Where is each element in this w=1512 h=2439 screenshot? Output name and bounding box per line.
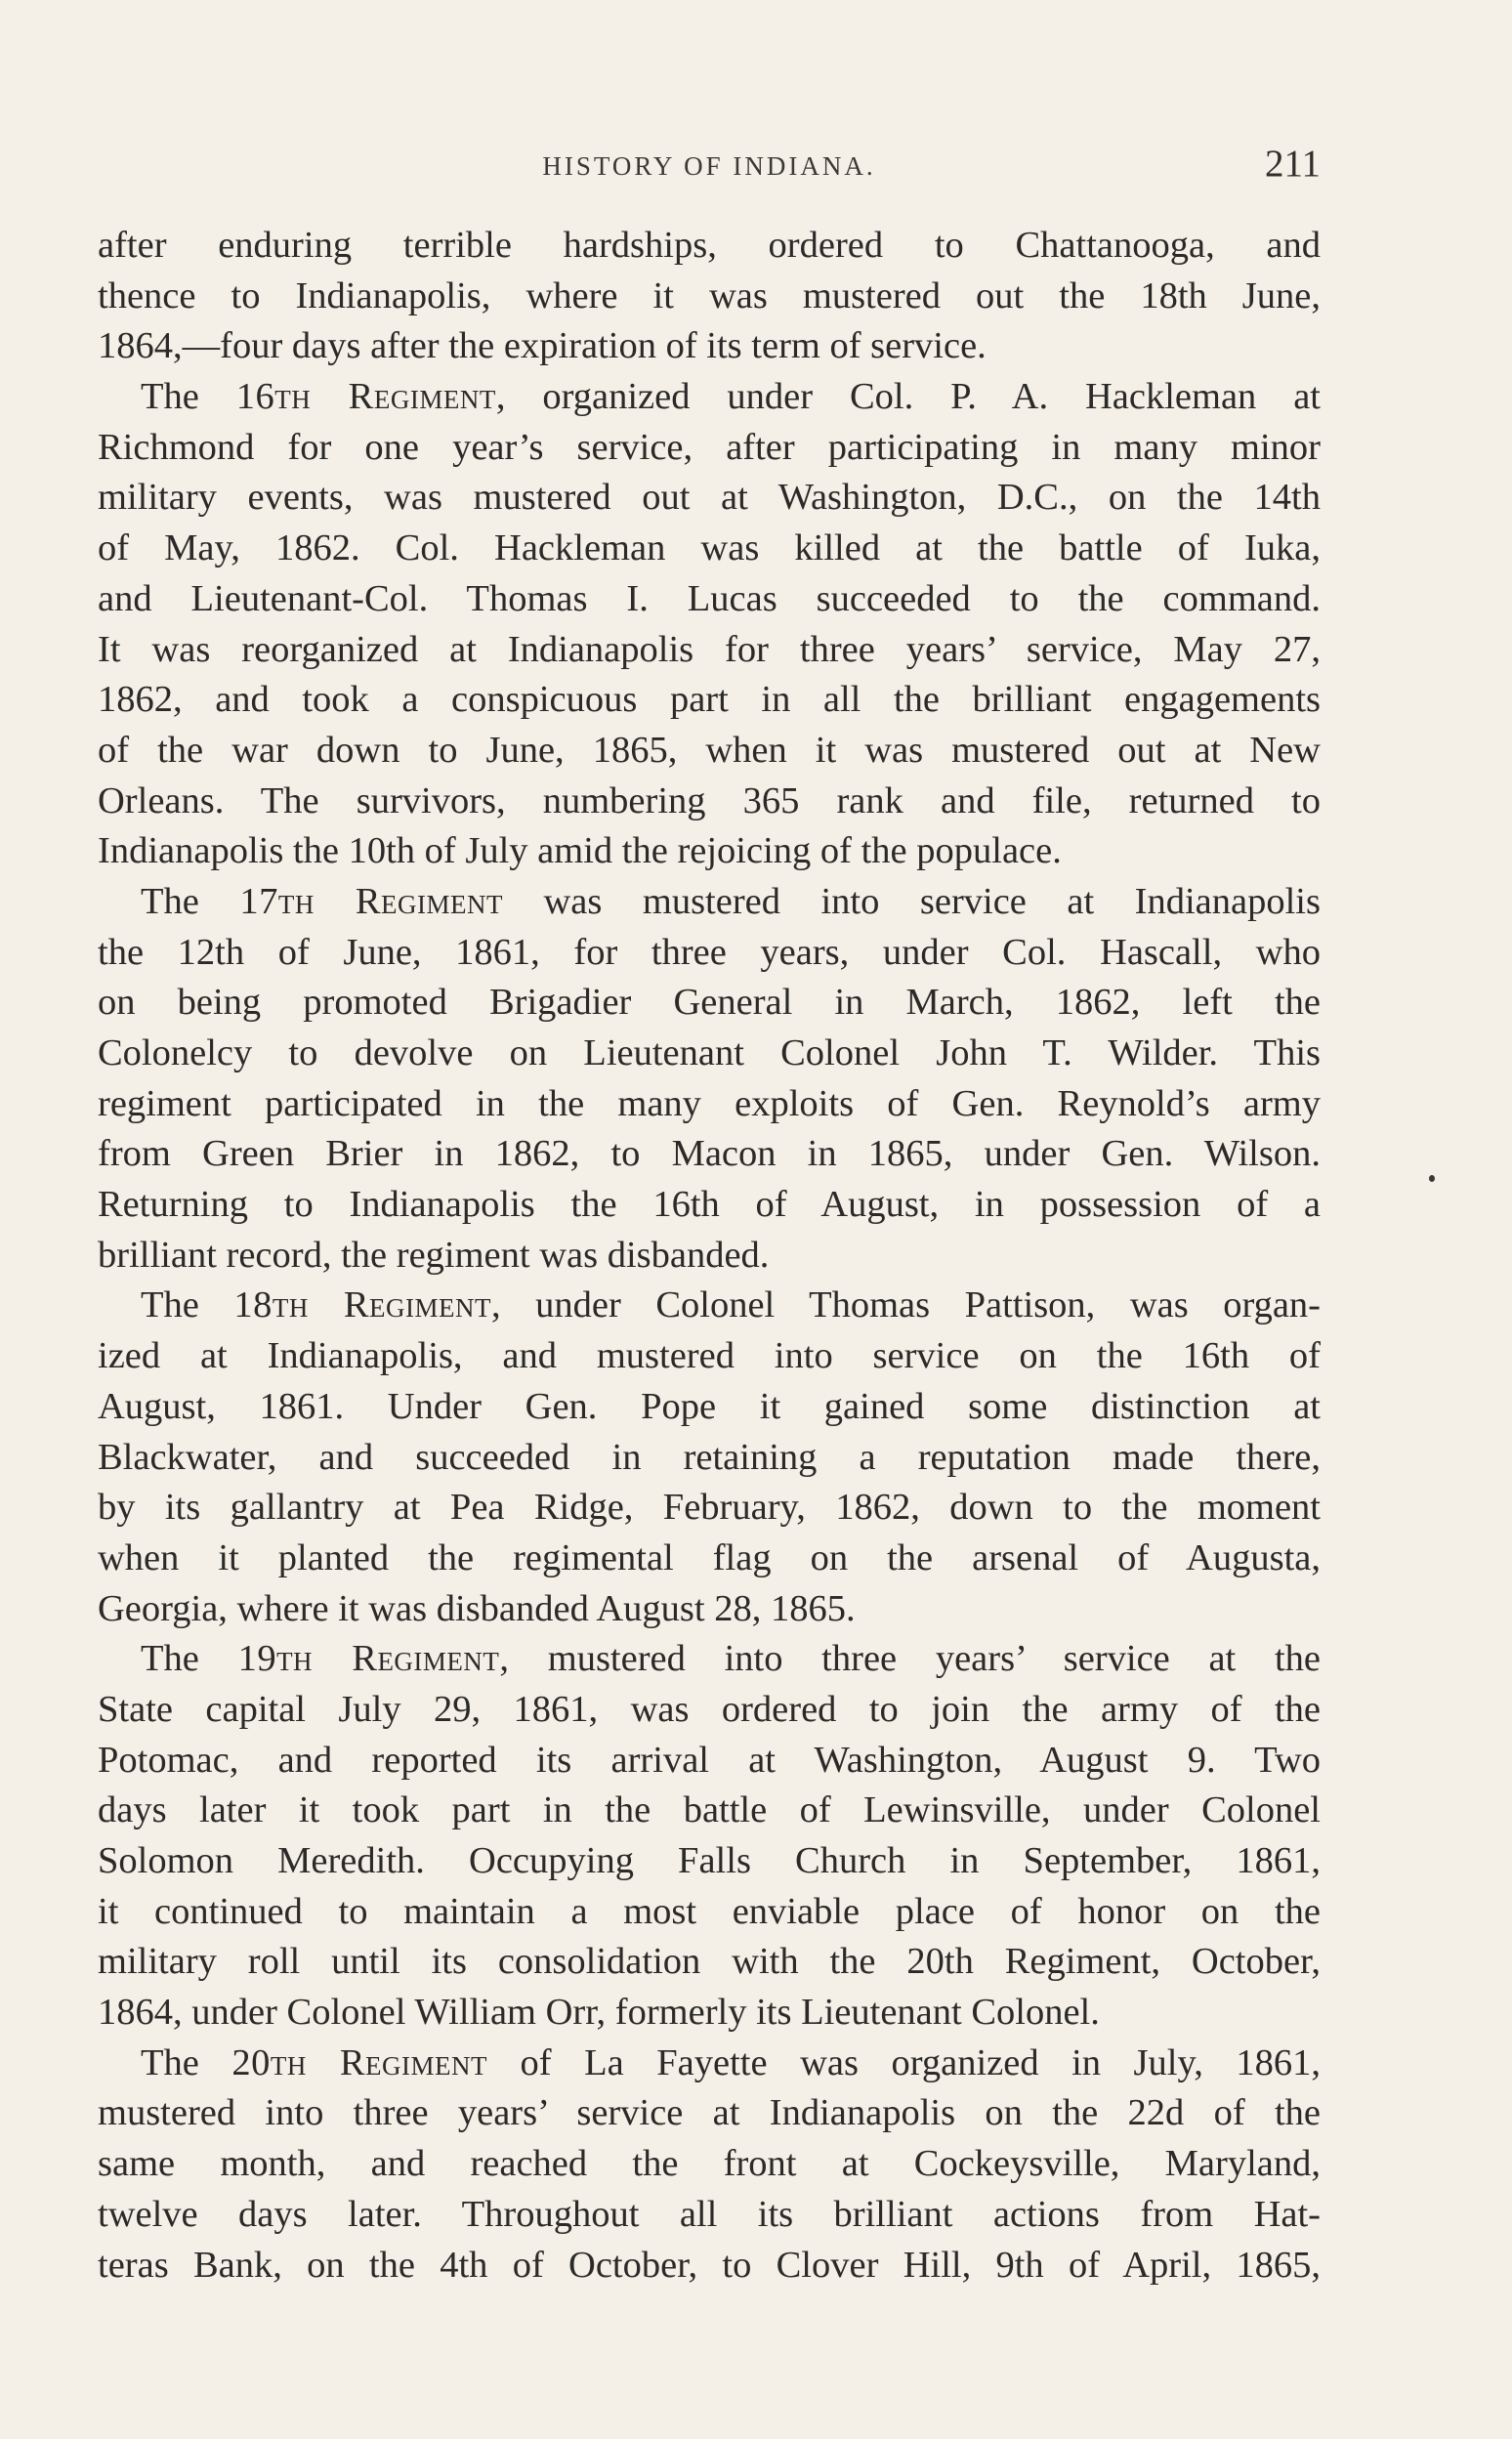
text-line: regiment participated in the many exploits of Gen. Reynold’s army xyxy=(98,1082,1321,1124)
text-line: Potomac, and reported its arrival at Washington, August 9. Two xyxy=(98,1739,1321,1781)
regiment-heading: 17th Regiment xyxy=(239,880,503,922)
text-run: The xyxy=(141,1638,238,1680)
text-line: of the war down to June, 1865, when it was mustered out at New xyxy=(98,729,1321,771)
text-line: Solomon Meredith. Occupying Falls Church in September, 1861, xyxy=(98,1840,1321,1881)
text-run: The xyxy=(141,2041,232,2083)
text-line: on being promoted Brigadier General in March, 1862, left the xyxy=(98,982,1321,1024)
text-run: , mustered into three years’ service at the xyxy=(499,1638,1321,1680)
text-line: Orleans. The survivors, numbering 365 rank and file, returned to xyxy=(98,779,1321,821)
text-run: The xyxy=(141,376,236,418)
text-line: from Green Brier in 1862, to Macon in 1865, under Gen. Wilson. xyxy=(98,1133,1321,1175)
text-line xyxy=(98,1281,1321,1331)
running-head xyxy=(98,142,1321,190)
text-run: of La Fayette was organized in July, 1861, xyxy=(487,2041,1321,2083)
text-run: The xyxy=(141,880,240,922)
text-line: the 12th of June, 1861, for three years, under Col. Hascall, who xyxy=(98,931,1321,973)
text-line: ized at Indianapolis, and mustered into service on the 16th of xyxy=(98,1335,1321,1377)
running-title: HISTORY OF INDIANA. xyxy=(542,151,876,181)
paragraph-20th-regiment xyxy=(98,2039,1321,2291)
text-line: 1864, under Colonel William Orr, formerly its Lieutenant Colonel. xyxy=(98,1992,1100,2034)
text-line: Colonelcy to devolve on Lieutenant Colonel John T. Wilder. This xyxy=(98,1032,1321,1073)
text-line: by its gallantry at Pea Ridge, February, 1862, down to the moment xyxy=(98,1487,1321,1529)
text-line: It was reorganized at Indianapolis for three years’ service, May 27, xyxy=(98,628,1321,670)
text-line: and Lieutenant-Col. Thomas I. Lucas succeeded to the command. xyxy=(98,577,1321,619)
paragraph-continuation xyxy=(98,221,1321,372)
text-run: was mustered into service at Indianapolis xyxy=(503,880,1321,922)
text-line: August, 1861. Under Gen. Pope it gained some distinction at xyxy=(98,1385,1321,1427)
body-text xyxy=(98,221,1321,2291)
regiment-heading: 18th Regiment xyxy=(233,1284,492,1326)
text-line xyxy=(98,2039,1321,2089)
text-line: military events, was mustered out at Washington, D.C., on the 14th xyxy=(98,477,1321,519)
text-line: Blackwater, and succeeded in retaining a reputation made there, xyxy=(98,1436,1321,1478)
regiment-heading: 20th Regiment xyxy=(231,2041,488,2083)
paragraph-16th-regiment xyxy=(98,372,1321,877)
text-line: 1864,—four days after the expiration of its term of service. xyxy=(98,325,987,367)
text-line: 1862, and took a conspicuous part in all the brilliant engagements xyxy=(98,679,1321,721)
text-line xyxy=(98,877,1321,928)
paragraph-19th-regiment xyxy=(98,1634,1321,2039)
text-line xyxy=(98,1634,1321,1685)
text-run: The xyxy=(141,1284,234,1326)
text-line: when it planted the regimental flag on the arsenal of Augusta, xyxy=(98,1536,1321,1578)
ink-speck xyxy=(1429,1175,1435,1182)
text-line: same month, and reached the front at Cockeysville, Maryland, xyxy=(98,2143,1321,2185)
text-line: it continued to maintain a most enviable place of honor on the xyxy=(98,1890,1321,1932)
text-line: Indianapolis the 10th of July amid the rejoicing of the populace. xyxy=(98,830,1062,872)
text-run: , organized under Col. P. A. Hackleman at xyxy=(495,376,1322,418)
text-line: State capital July 29, 1861, was ordered to join the army of the xyxy=(98,1688,1321,1730)
text-line: teras Bank, on the 4th of October, to Clover Hill, 9th of April, 1865, xyxy=(98,2244,1321,2286)
page-number: 211 xyxy=(1264,143,1321,185)
text-line: Georgia, where it was disbanded August 28, 1865. xyxy=(98,1587,856,1629)
paragraph-18th-regiment xyxy=(98,1281,1321,1634)
text-line: days later it took part in the battle of Lewinsville, under Colonel xyxy=(98,1789,1321,1831)
text-line xyxy=(98,372,1321,423)
regiment-heading: 16th Regiment xyxy=(235,376,496,418)
text-line: Richmond for one year’s service, after participating in many minor xyxy=(98,426,1321,468)
text-run: , under Colonel Thomas Pattison, was organ- xyxy=(491,1284,1321,1326)
paragraph-17th-regiment xyxy=(98,877,1321,1282)
regiment-heading: 19th Regiment xyxy=(237,1638,500,1680)
text-line: after enduring terrible hardships, ordered to Chattanooga, and xyxy=(98,225,1321,266)
text-line: military roll until its consolidation with the 20th Regiment, October, xyxy=(98,1941,1321,1983)
text-line: thence to Indianapolis, where it was mustered out the 18th June, xyxy=(98,274,1321,316)
text-line: twelve days later. Throughout all its brilliant actions from Hat- xyxy=(98,2193,1321,2235)
text-line: mustered into three years’ service at Indianapolis on the 22d of the xyxy=(98,2092,1321,2134)
text-line: of May, 1862. Col. Hackleman was killed at the battle of Iuka, xyxy=(98,527,1321,569)
text-line: brilliant record, the regiment was disbanded. xyxy=(98,1234,770,1276)
text-line: Returning to Indianapolis the 16th of August, in possession of a xyxy=(98,1184,1321,1226)
